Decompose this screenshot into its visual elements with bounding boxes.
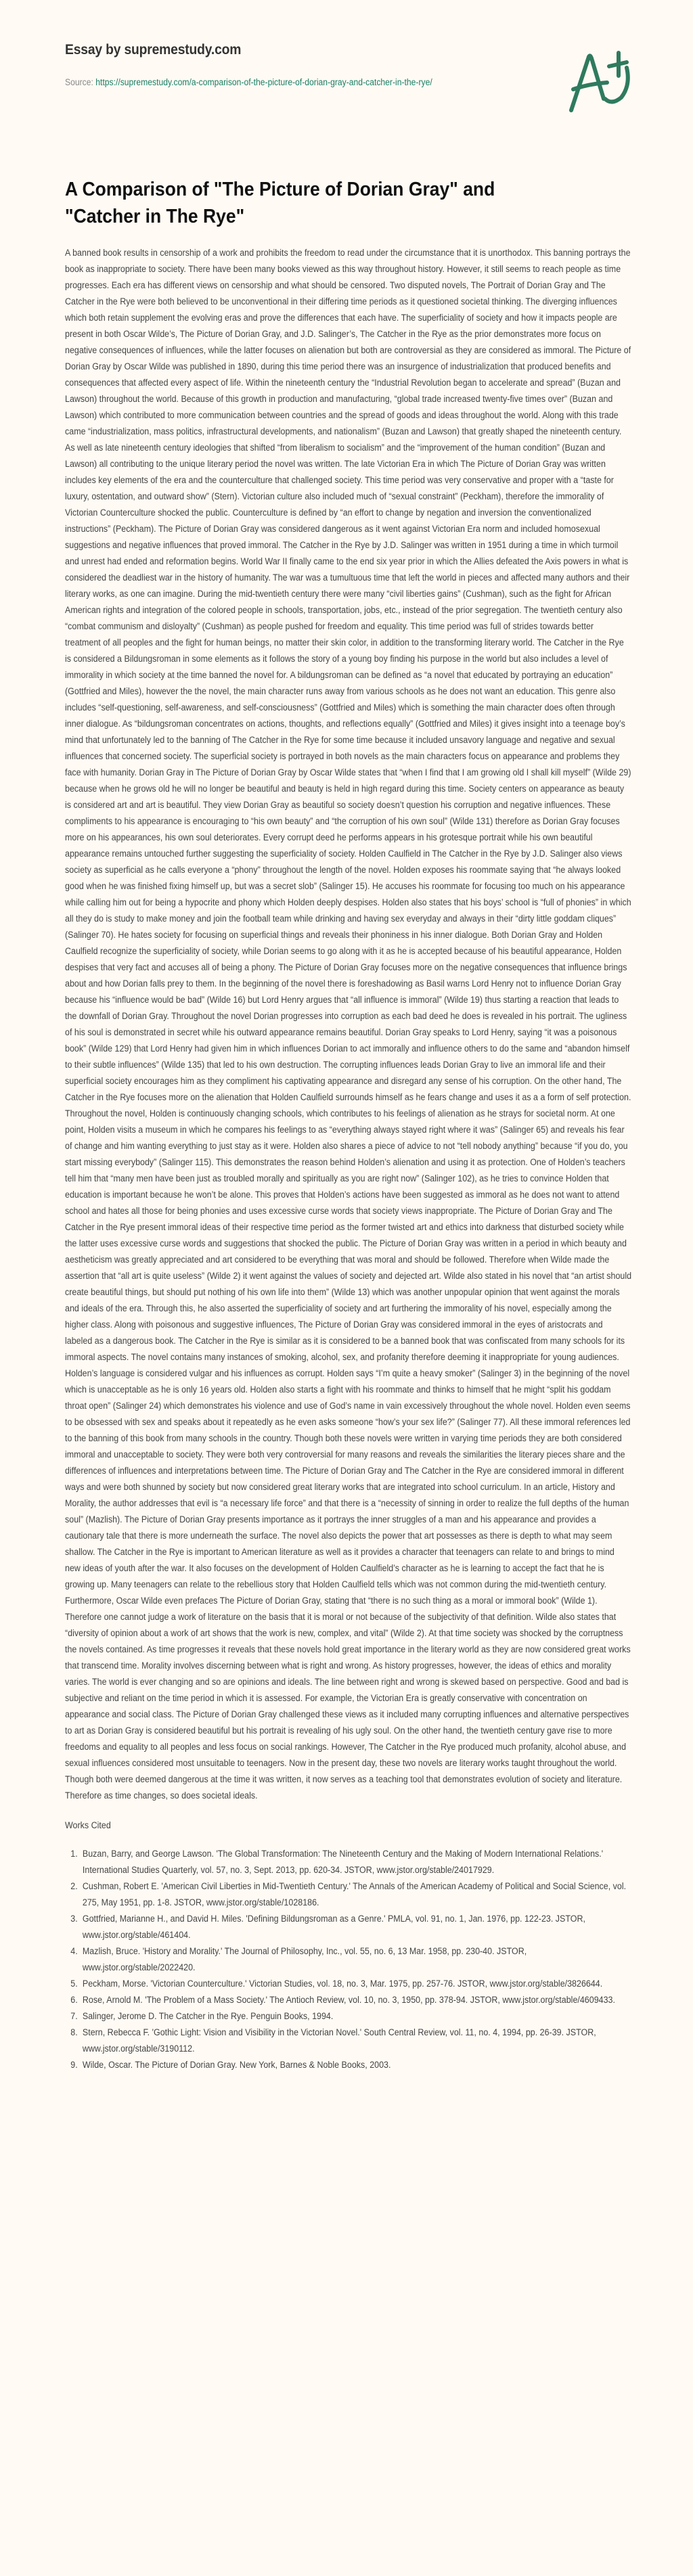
works-cited-heading: Works Cited [65, 1820, 111, 1830]
page-header [0, 0, 693, 135]
citation-item: 2. Cushman, Robert E. 'American Civil Liberties in Mid-Twentieth Century.' The Annals of the American Academy of Political and Social Science, vol. 275, May 1951, pp. 1-8. JSTOR, www.jstor.org/stable/1028186. [80, 1878, 631, 1911]
citation-item: 8. Stern, Rebecca F. 'Gothic Light: Vision and Visibility in the Victorian Novel.' South Central Review, vol. 11, no. 4, 1994, pp. 26-39. JSTOR, www.jstor.org/stable/3190112. [80, 2025, 631, 2057]
source-link[interactable]: https://supremestudy.com/a-comparison-of-the-picture-of-dorian-gray-and-catcher-in-the-rye/ [95, 77, 432, 87]
citation-item: 4. Mazlish, Bruce. 'History and Morality.' The Journal of Philosophy, Inc., vol. 55, no. 6, 13 Mar. 1958, pp. 230-40. JSTOR, www.jstor.org/stable/2022420. [80, 1943, 631, 1976]
essay-title: A Comparison of "The Picture of Dorian Gray" and "Catcher in The Rye" [65, 179, 495, 227]
source-label: Source: [65, 77, 96, 87]
works-cited-list [65, 1846, 631, 2073]
a-plus-grade-icon [562, 45, 643, 119]
citation-item: 7. Salinger, Jerome D. The Catcher in the Rye. Penguin Books, 1994. [80, 2008, 631, 2025]
citation-item: 1. Buzan, Barry, and George Lawson. 'The Global Transformation: The Nineteenth Century and the Making of Modern International Relations.' International Studies Quarterly, vol. 57, no. 3, Sept. 2013, pp. 620-34. JSTOR, www.jstor.org/stable/24017929. [80, 1846, 631, 1878]
source-line [65, 74, 528, 91]
citation-item: 5. Peckham, Morse. 'Victorian Counterculture.' Victorian Studies, vol. 18, no. 3, Mar. 1975, pp. 257-76. JSTOR, www.jstor.org/stable/3826644. [80, 1976, 631, 1992]
citation-item: 6. Rose, Arnold M. 'The Problem of a Mass Society.' The Antioch Review, vol. 10, no. 3, 1950, pp. 378-94. JSTOR, www.jstor.org/stable/4609433. [80, 1992, 631, 2008]
citation-item: 3. Gottfried, Marianne H., and David H. Miles. 'Defining Bildungsroman as a Genre.' PMLA, vol. 91, no. 1, Jan. 1976, pp. 122-23. JSTOR, www.jstor.org/stable/461404. [80, 1911, 631, 1943]
essay-container [0, 135, 693, 2073]
essay-body: A banned book results in censorship of a work and prohibits the freedom to read under the circumstance that it is unorthodox. This banning portrays the book as inappropriate to society. There have been many books viewed as this way throughout history. However, it still seems to reach people as time progresses. Each era has different views on censorship and what should be censored. Two disputed novels, The Portrait of Dorian Gray and The Catcher in the Rye were both believed to be unconventional in their differing time periods as it questioned societal thinking. The diverging influences which both retain supplement the evolving eras and prove the differences that each have. The superficiality of society and how it impacts people are present in both Oscar Wilde’s, The Picture of Dorian Gray, and J.D. Salinger’s, The Catcher in the Rye as the prior demonstrates more focus on negative consequences of influences, while the latter focuses on alienation but both are controversial as they are considered as immoral. The Picture of Dorian Gray by Oscar Wilde was published in 1890, during this time period there was an insurgence of industrialization that produced benefits and consequences that affected every aspect of life. Within the nineteenth century the “Industrial Revolution began to accelerate and spread” (Buzan and Lawson) throughout the world. Because of this growth in production and manufacturing, “global trade increased twenty-five times over” (Buzan and Lawson) which contributed to more communication between countries and the spread of goods and ideas throughout the world. Along with this trade came “industrialization, mass politics, infrastructural developments, and nationalism” (Buzan and Lawson) that greatly shaped the nineteenth century. As well as late nineteenth century ideologies that shifted “from liberalism to socialism” and the “improvement of the human condition” (Buzan and Lawson) all contributing to the unique literary period the novel was written. The late Victorian Era in which The Picture of Dorian Gray was written includes key elements of the era and the counterculture that challenged society. This time period was very conservative and proper with a “taste for luxury, ostentation, and outward show” (Stern). Victorian culture also included much of “sexual constraint” (Peckham), therefore the immorality of Victorian Counterculture shocked the public. Counterculture is defined by “an effort to change by negation and inversion the conventionalized instructions” (Peckham). The Picture of Dorian Gray was considered dangerous as it went against Victorian Era norm and included homosexual suggestions and negative influences that proved immoral. The Catcher in the Rye by J.D. Salinger was written in 1951 during a time in which turmoil and unrest had ended and reformation begins. World War II finally came to the end six year prior in which the Allies defeated the Axis powers in what is considered the deadliest war in the history of humanity. The war was a tumultuous time that left the world in pieces and affected many authors and their literary works, as one can imagine. During the mid-twentieth century there were many “civil liberties gains” (Cushman), such as the fight for African American rights and integration of the colored people in schools, transportation, jobs, etc., instead of the prior segregation. The twentieth century also “combat communism and disloyalty” (Cushman) as people pushed for freedom and equality. This time period was full of strides towards better treatment of all peoples and the fight for human beings, no matter their skin color, in addition to the transforming literary world. The Catcher in the Rye is considered a Bildungsroman in some elements as it follows the story of a young boy finding his purpose in the world but also includes a level of immorality in which society at the time banned the novel for. A bildungsroman can be defined as “a novel that educated by portraying an education” (Gottfried and Miles), however the the novel, the main character runs away from various schools as he does not want an education. This genre also includes “self-questioning, self-awareness, and self-consciousness” (Gottfried and Miles) which is something the main character does often through inner dialogue. As “bildungsroman concentrates on actions, thoughts, and reflections equally” (Gottfried and Miles) it gives insight into a teenage boy’s mind that unfortunately led to the banning of The Catcher in the Rye for some time because it included unsavory language and negative and sexual influences that concerned society. The superficial society is portrayed in both novels as the main characters focus on appearance and problems they face with humanity. Dorian Gray in The Picture of Dorian Gray by Oscar Wilde states that “when I find that I am growing old I shall kill myself” (Wilde 29) because when he grows old he will no longer be beautiful and beauty is held in high regard during this time. Society centers on appearance as beauty is considered art and art is beautiful. They view Dorian Gray as beautiful so society doesn’t question his corruption and negative influences. These compliments to his appearance is encouraging to “his own beauty” and “the corruption of his own soul” (Wilde 131) therefore as Dorian Gray focuses more on his appearances, his own soul deteriorates. Every corrupt deed he performs appears in his grotesque portrait while his own beautiful appearance remains untouched further suggesting the superficiality of society. Holden Caulfield in The Catcher in the Rye by J.D. Salinger also views society as superficial as he calls everyone a “phony” throughout the length of the novel. Holden exposes his roommate saying that “he always looked good when he was finished fixing himself up, but was a secret slob” (Salinger 15). He accuses his roommate for focusing too much on his appearance while calling him out for being a hypocrite and phony which Holden deeply despises. Holden also states that his boys’ school is “full of phonies” in which all they do is study to make money and join the football team while drinking and having sex everyday and always in their “dirty little goddam cliques” (Salinger 70). He hates society for focusing on superficial things and reveals their phoniness in his inner dialogue. Both Dorian Gray and Holden Caulfield recognize the superficiality of society, while Dorian seems to go along with it as he is accepted because of his beautiful appearance, Holden despises that very fact and accuses all of being a phony. The Picture of Dorian Gray focuses more on the negative consequences that influence brings about and how Dorian falls prey to them. In the beginning of the novel there is foreshadowing as Basil warns Lord Henry not to influence Dorian Gray because his “influence would be bad” (Wilde 16) but Lord Henry argues that “all influence is immoral” (Wilde 19) thus starting a reaction that leads to the downfall of Dorian Gray. Throughout the novel Dorian progresses into corruption as each bad deed he does is revealed in his portrait. The ugliness of his soul is demonstrated in secret while his outward appearance remains beautiful. Dorian Gray speaks to Lord Henry, saying “it was a poisonous book” (Wilde 129) that Lord Henry had given him in which influences Dorian to act immorally and influence others to do the same and “abandon himself to their subtle influences” (Wilde 135) that led to his own destruction. The corrupting influences leads Dorian Gray to live an immoral life and their superficial society encourages him as they compliment his captivating appearance and disregard any sense of his corruption. On the other hand, The Catcher in the Rye focuses more on the alienation that Holden Caulfield surrounds himself as he fears change and uses it as a a form of self protection. Throughout the novel, Holden is continuously changing schools, which contributes to his feelings of alienation as he strays for societal norm. At one point, Holden visits a museum in which he compares his feelings to as “everything always stayed right where it was” (Salinger 65) and reveals his fear of change and him wanting everything to just stay as it were. Holden also shares a piece of advice to not “tell nobody anything” because “if you do, you start missing everybody” (Salinger 115). This demonstrates the reason behind Holden’s alienation and using it as protection. One of Holden’s teachers tell him that “many men have been just as troubled morally and spiritually as you are right now” (Salinger 102), as he tries to convince Holden that education is important because he won’t be alone. This proves that Holden’s actions have been suggested as immoral as he does not want to attend school and hates all those for being phonies and uses excessive curse words that society views inappropriate. The Picture of Dorian Gray and The Catcher in the Rye present immoral ideas of their respective time period as the former twisted art and ethics into darkness that disturbed society while the latter uses excessive curse words and suggestions that shocked the public. The Picture of Dorian Gray was written in a period in which beauty and aestheticism was greatly appreciated and art considered to be everything that was moral and should be followed. Therefore when Wilde made the assertion that “all art is quite useless” (Wilde 2) it went against the values of society and dejected art. Wilde also stated in his novel that “an artist should create beautiful things, but should put nothing of his own life into them” (Wilde 13) which was another unpopular opinion that went against the morals and ideals of the era. Through this, he also asserted the superficiality of society and art furthering the immorality of his novel, especially among the higher class. Along with poisonous and suggestive influences, The Picture of Dorian Gray was considered immoral in the eyes of aristocrats and labeled as a dangerous book. The Catcher in the Rye is similar as it is considered to be a banned book that was confiscated from many schools for its immoral aspects. The novel contains many instances of smoking, alcohol, sex, and profanity therefore deeming it inappropriate for young audiences. Holden’s language is considered vulgar and his influences as corrupt. Holden says “I’m quite a heavy smoker” (Salinger 3) in the beginning of the novel which is unacceptable as he is only 16 years old. Holden also starts a fight with his roommate and thinks to himself that he might “split his goddam throat open” (Salinger 24) which demonstrates his violence and use of God’s name in vain excessively throughout the whole novel. Holden even seems to be obsessed with sex and speaks about it repeatedly as he even asks someone “how’s your sex life?” (Salinger 77). All these immoral references led to the banning of this book from many schools in the country. Though both these novels were written in varying time periods they are both considered immoral and unacceptable to society. They were both very controversial for many reasons and reveals the similarities the literary pieces share and the differences of influences and interpretations between time. The Picture of Dorian Gray and The Catcher in the Rye are considered immoral in different ways and were both shunned by society but now considered great literary works that are integrated into school curriculum. In an article, History and Morality, the author addresses that evil is “a necessary life force” and that there is a “necessity of sinning in order to realize the full depths of the human soul” (Mazlish). The Picture of Dorian Gray presents importance as it portrays the inner struggles of a man and his appearance and provides a cautionary tale that there is more underneath the surface. The novel also depicts the power that art possesses as there is depth to what may seem shallow. The Catcher in the Rye is important to American literature as well as it provides a character that teenagers can relate to and brings to mind new ideas of youth after the war. It also focuses on the development of Holden Caulfield’s character as he is learning to accept the fact that he is growing up. Many teenagers can relate to the rebellious story that Holden Caulfield tells which was not common during the mid-twentieth century. Furthermore, Oscar Wilde even prefaces The Picture of Dorian Gray, stating that “there is no such thing as a moral or immoral book” (Wilde 1). Therefore one cannot judge a work of literature on the basis that it is moral or not because of the subjectivity of that definition. Wilde also states that “diversity of opinion about a work of art shows that the work is new, complex, and vital” (Wilde 2). At that time society was shocked by the corruptness the novels contained. As time progresses it reveals that these novels hold great importance in the literary world as they are now considered great works that transcend time. Morality involves discerning between what is right and wrong. As history progresses, however, the ideas of ethics and morality varies. The world is ever changing and so are opinions and ideals. The line between right and wrong is skewed based on perspective. Good and bad is subjective and reliant on the time period in which it is assessed. For example, the Victorian Era is greatly conservative with concentration on appearance and social class. The Picture of Dorian Gray challenged these views as it included many corrupting influences and alternative perspectives to art as Dorian Gray is considered beautiful but his portrait is revealing of his ugly soul. On the other hand, the twentieth century gave rise to more freedoms and equality to all peoples and less focus on social rankings. However, The Catcher in the Rye produced much profanity, alcohol abuse, and sexual influences considered most unsuitable to teenagers. Now in the present day, these two novels are literary works taught throughout the world. Though both were deemed dangerous at the time it was written, it now serves as a teaching tool that demonstrates evolution of society and literature. Therefore as time changes, so does societal ideals. [65, 248, 632, 1801]
citation-item: 9. Wilde, Oscar. The Picture of Dorian Gray. New York, Barnes & Noble Books, 2003. [80, 2057, 631, 2073]
site-title: Essay by supremestudy.com [65, 42, 242, 58]
